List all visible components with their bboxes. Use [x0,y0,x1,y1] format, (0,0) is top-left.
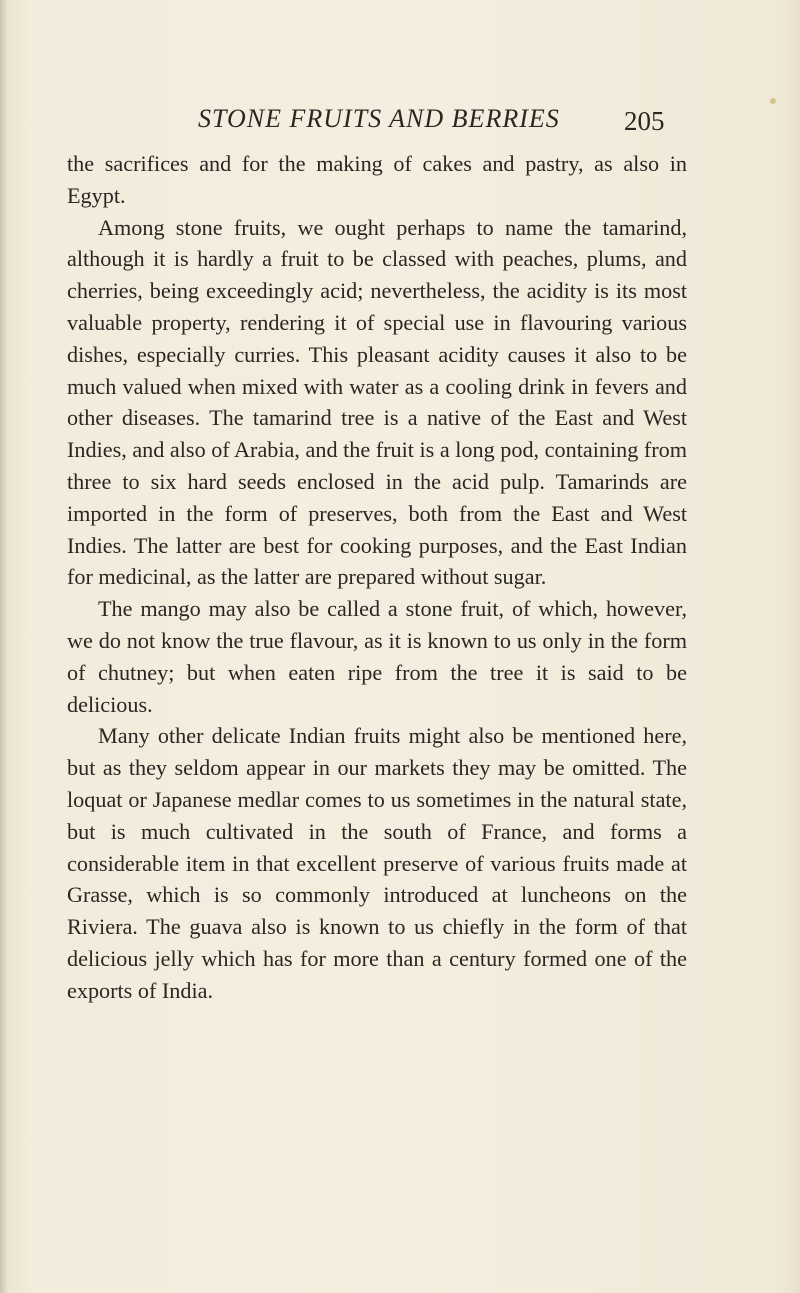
page-number: 205 [624,106,665,136]
running-title: STONE FRUITS AND BERRIES [198,104,560,133]
paragraph: Among stone fruits, we ought perhaps to name the tamarind, although it is hardly a fruit to be classed with peaches, plums, and cherries, being exceedingly acid; nevertheless, the acidity is its most valuable property, rendering it of special use in flavouring various dishes, especially curries. This pleasant acidity causes it also to be much valued when mixed with water as a cooling drink in fevers and other diseases. The tamarind tree is a native of the East and West Indies, and also of Arabia, and the fruit is a long pod, containing from three to six hard seeds enclosed in the acid pulp. Tamarinds are imported in the form of preserves, both from the East and West Indies. The latter are best for cooking purposes, and the East Indian for medicinal, as the latter are prepared without sugar. [67,214,687,590]
page-gutter-shadow [0,0,8,1293]
paragraph: the sacrifices and for the making of cakes and pastry, as also in Egypt. [67,151,687,208]
body-text [67,148,687,1007]
paragraph: Many other delicate Indian fruits might also be mentioned here, but as they seldom appear in our markets they may be omitted. The loquat or Japanese medlar comes to us sometimes in the natural state, but is much cultivated in the south of France, and forms a considerable item in that excellent preserve of various fruits made at Grasse, which is so commonly introduced at luncheons on the Riviera. The guava also is known to us chiefly in the form of that delicious jelly which has for more than a century formed one of the exports of India. [67,723,687,1003]
running-head [0,104,800,140]
paragraph: The mango may also be called a stone fruit, of which, however, we do not know the true flavour, as it is known to us only in the form of chutney; but when eaten ripe from the tree it is said to be delicious. [67,596,687,717]
